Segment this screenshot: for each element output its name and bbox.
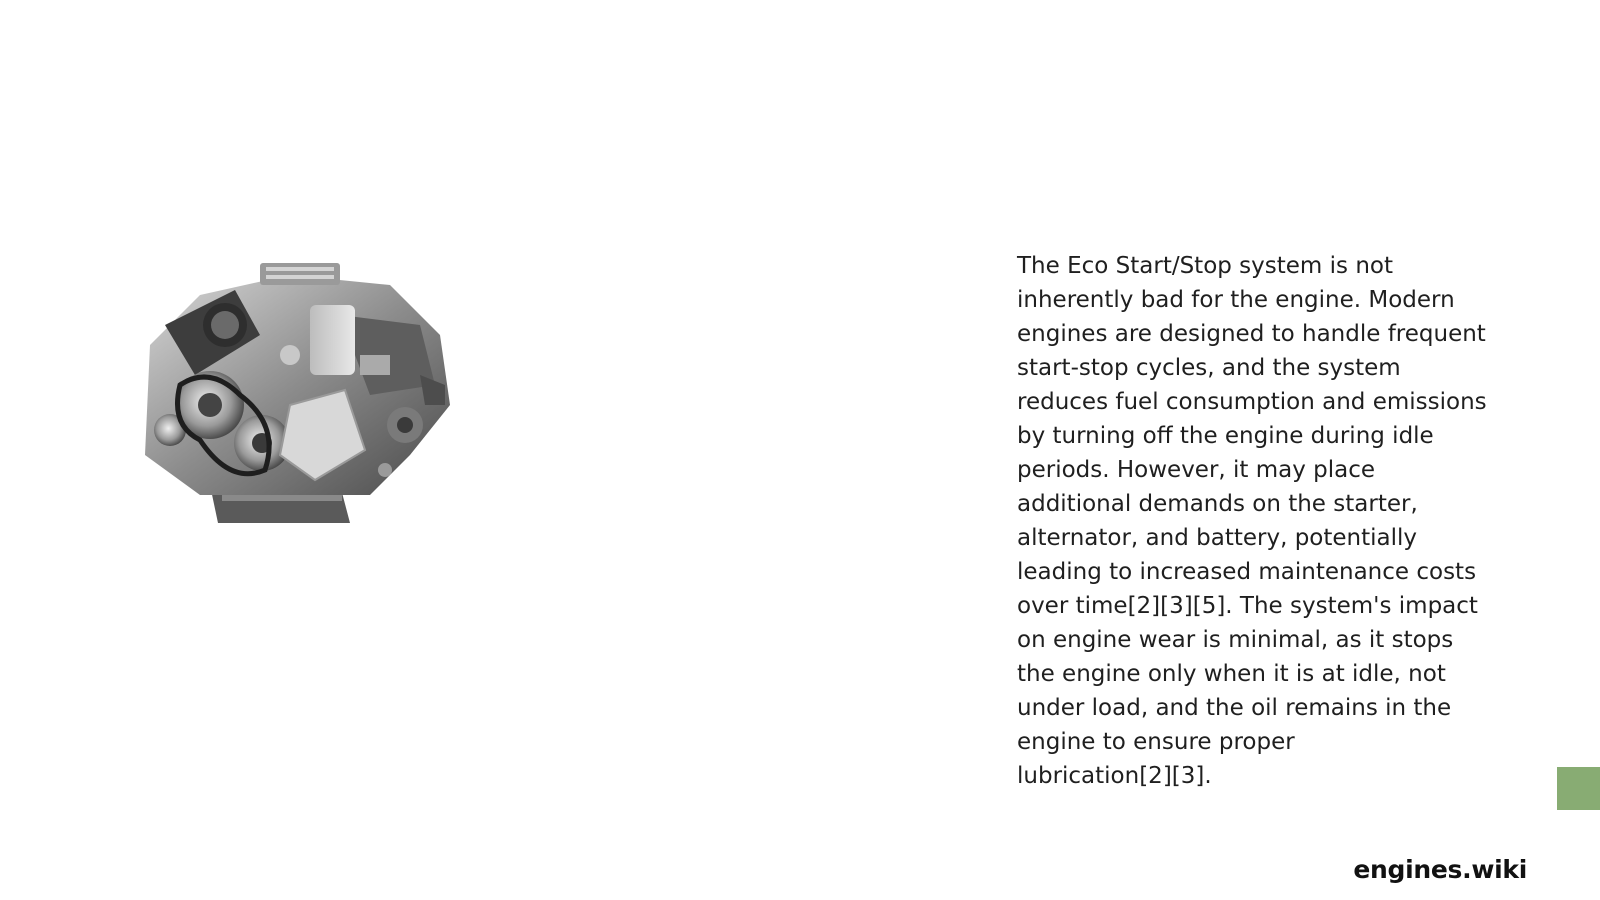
engine-image	[140, 255, 460, 535]
article-paragraph: The Eco Start/Stop system is not inherently bad for the engine. Modern engines are designed to handle frequent start-stop cycles, and the system reduces fuel consumption and emissions by turning off the engine during idle periods. However, it may place additional demands on the starter, alternator, and battery, potentially leading to increased maintenance costs over time[2][3][5]. The system's impact on engine wear is minimal, as it stops the engine only when it is at idle, not under load, and the oil remains in the engine to ensure proper lubrication[2][3].	[1017, 253, 1487, 789]
accent-tab[interactable]	[1557, 767, 1600, 810]
brand-logo: engines.wiki	[1353, 855, 1527, 884]
engine-illustration	[140, 255, 460, 535]
